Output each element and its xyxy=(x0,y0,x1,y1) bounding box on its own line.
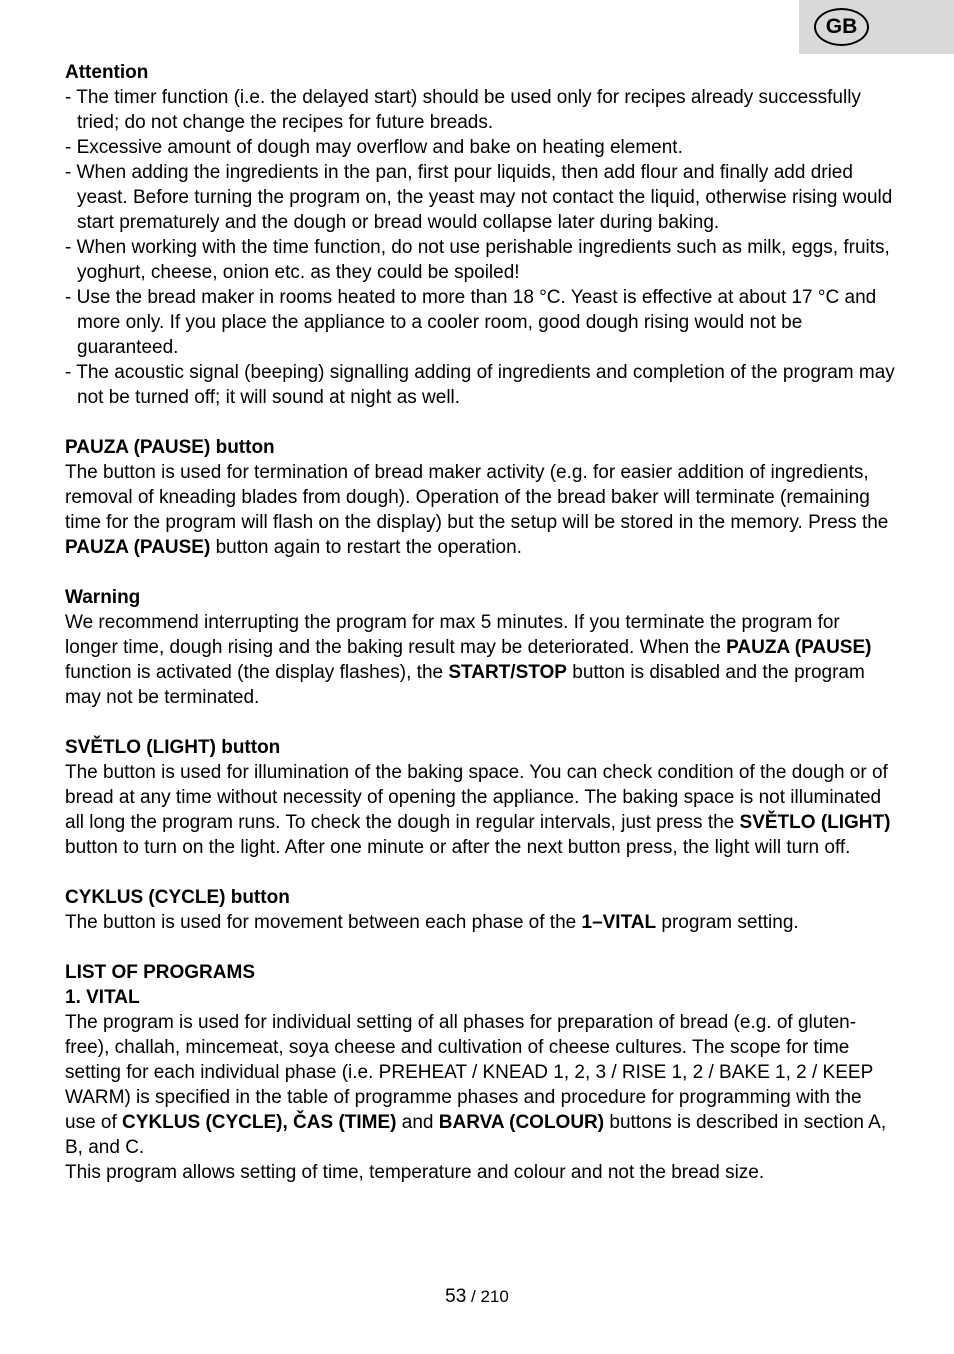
page-number: 53 xyxy=(445,1286,467,1307)
pause-text: The button is used for termination of bread maker activity (e.g. for easier addition of ingredients, removal of kneading blades from dough). Operation of the bread baker will terminate (remaining time for the program will flash on the display) but the setup will be stored in the memory. Press the PAUZA (PAUSE) button again to restart the operation. xyxy=(65,462,889,558)
program-vital-text: The program is used for individual setting of all phases for preparation of bread (e.g. of gluten-free), challah, mincemeat, soya cheese and cultivation of cheese cultures. The scope for time setting for each individual phase (i.e. PREHEAT / KNEAD 1, 2, 3 / RISE 1, 2 / BAKE 1, 2 / KEEP WARM) is specified in the table of programme phases and procedure for programming with the use of CYKLUS (CYCLE), ČAS (TIME) and BARVA (COLOUR) buttons is described in section A, B, and C. xyxy=(65,1012,887,1158)
light-heading: SVĚTLO (LIGHT) button xyxy=(65,737,281,758)
attention-item: - Excessive amount of dough may overflow and bake on heating element. xyxy=(65,137,683,158)
programs-heading: LIST OF PROGRAMS xyxy=(65,962,255,983)
light-text: The button is used for illumination of the baking space. You can check condition of the dough or of bread at any time without necessity of opening the appliance. The baking space is not illuminated all long the program runs. To check the dough in regular intervals, just press the SVĚTLO (LIGHT) button to turn on the light. After one minute or after the next button press, the light will turn off. xyxy=(65,762,891,858)
attention-item: - The timer function (i.e. the delayed start) should be used only for recipes already successfully tried; do not change the recipes for future breads. xyxy=(65,87,861,133)
warning-section xyxy=(65,585,895,710)
cycle-section xyxy=(65,885,895,935)
cycle-text: The button is used for movement between each phase of the 1–VITAL program setting. xyxy=(65,912,799,933)
program-vital-heading: 1. VITAL xyxy=(65,987,140,1008)
attention-item: - When adding the ingredients in the pan, first pour liquids, then add flour and finally add dried yeast. Before turning the program on, the yeast may not contact the liquid, otherwise rising would start prematurely and the dough or bread would collapse later during baking. xyxy=(65,162,893,233)
attention-heading: Attention xyxy=(65,62,149,83)
programs-section xyxy=(65,960,895,1185)
language-badge: GB xyxy=(814,8,869,46)
warning-heading: Warning xyxy=(65,587,141,608)
attention-item: - The acoustic signal (beeping) signalling adding of ingredients and completion of the program may not be turned off; it will sound at night as well. xyxy=(65,362,895,408)
attention-item: - When working with the time function, do not use perishable ingredients such as milk, eggs, fruits, yoghurt, cheese, onion etc. as they could be spoiled! xyxy=(65,237,890,283)
language-tab xyxy=(799,0,954,54)
page-footer xyxy=(0,1284,954,1309)
light-section xyxy=(65,735,895,860)
attention-item: - Use the bread maker in rooms heated to more than 18 °C. Yeast is effective at about 17 °C and more only. If you place the appliance to a cooler room, good dough rising would not be guaranteed. xyxy=(65,287,877,358)
pause-section xyxy=(65,435,895,560)
program-vital-note: This program allows setting of time, temperature and colour and not the bread size. xyxy=(65,1162,765,1183)
page-content xyxy=(65,60,895,1185)
warning-text: We recommend interrupting the program for max 5 minutes. If you terminate the program for longer time, dough rising and the baking result may be deteriorated. When the PAUZA (PAUSE) function is activated (the display flashes), the START/STOP button is disabled and the program may not be terminated. xyxy=(65,612,872,708)
attention-section xyxy=(65,60,895,410)
pause-heading: PAUZA (PAUSE) button xyxy=(65,437,275,458)
cycle-heading: CYKLUS (CYCLE) button xyxy=(65,887,290,908)
page-total: / 210 xyxy=(466,1287,509,1306)
